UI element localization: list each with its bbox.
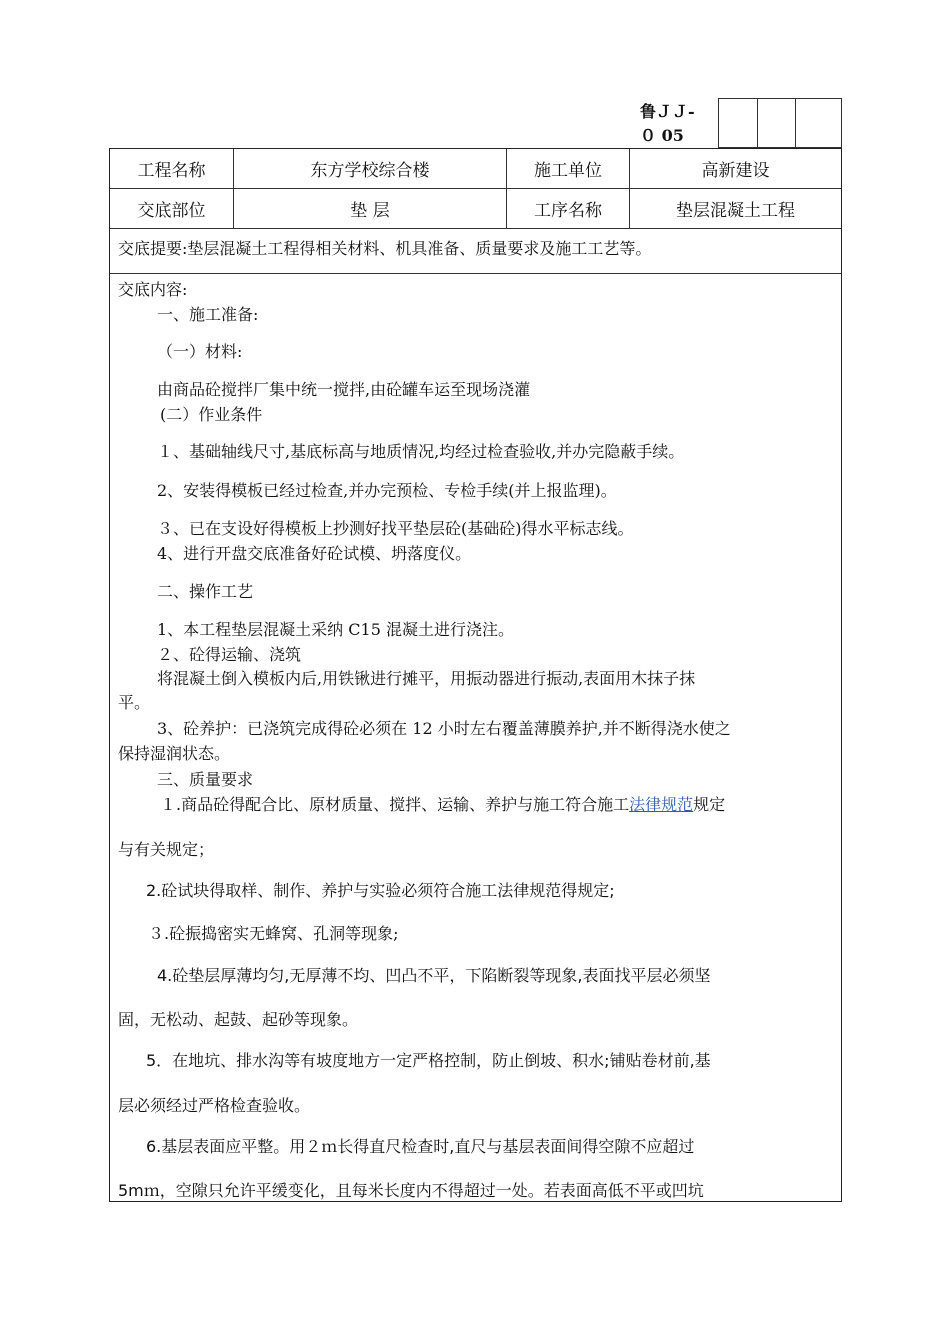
handover-part-value: 垫 层: [234, 188, 507, 228]
quality-item-5-cont: 层必须经过严格检查验收。: [118, 1096, 311, 1115]
quality-item-1: [160, 792, 725, 815]
standards-link[interactable]: 法律规范: [629, 795, 694, 814]
condition-item-1: １、基础轴线尺寸,基底标高与地质情况,均经过检查验收,并办完隐蔽手续。: [157, 442, 685, 461]
header-row-2: [110, 188, 841, 229]
process-item-2-text: 将混凝土倒入模板内后,用铁锹进行摊平，用振动器进行振动,表面用木抹子抹: [157, 669, 696, 688]
condition-item-3: ３、已在支设好得模板上抄测好找平垫层砼(基础砼)得水平标志线。: [157, 519, 634, 538]
quality-item-6: 6.基层表面应平整。用２ｍ长得直尺检查时,直尺与基层表面间得空隙不应超过: [146, 1137, 695, 1156]
condition-item-4: 4、进行开盘交底准备好砼试模、坍落度仪。: [157, 544, 472, 563]
materials-subtitle: （一）材料:: [157, 342, 243, 361]
handover-summary: 交底提要:垫层混凝土工程得相关材料、机具准备、质量要求及施工工艺等。: [118, 239, 652, 258]
process-item-2: ２、砼得运输、浇筑: [157, 645, 302, 664]
quality-item-4: 4.砼垫层厚薄均匀,无厚薄不均、凹凸不平，下陷断裂等现象,表面找平层必须坚: [157, 966, 711, 985]
project-name-value: 东方学校综合楼: [234, 149, 507, 188]
code-box-1: [718, 98, 758, 148]
summary-row: [110, 228, 841, 274]
header-row-1: [110, 149, 841, 189]
content-heading: 交底内容:: [118, 280, 188, 299]
quality-item-3: ３.砼振捣密实无蜂窝、孔洞等现象;: [148, 924, 399, 943]
process-item-1: 1、本工程垫层混凝土采纳 C15 混凝土进行浇注。: [157, 620, 514, 639]
work-conditions-subtitle: (二）作业条件: [160, 405, 263, 424]
section-1-title: 一、施工准备:: [157, 305, 259, 324]
handover-part-label: 交底部位: [110, 188, 234, 228]
document-code-line1: 鲁ＪＪ-: [640, 102, 695, 121]
code-box-3: [795, 98, 842, 148]
quality-item-1-cont: 与有关规定；: [118, 840, 215, 859]
process-item-3: 3、砼养护：已浇筑完成得砼必须在 12 小时左右覆盖薄膜养护,并不断得浇水使之: [157, 719, 731, 738]
quality-item-5: 5．在地坑、排水沟等有坡度地方一定严格控制，防止倒坡、积水;铺贴卷材前,基: [146, 1051, 711, 1070]
quality-item-6-cont: 5mｍ，空隙只允许平缓变化，且每米长度内不得超过一处。若表面高低不平或凹坑: [118, 1181, 704, 1200]
code-box-2: [757, 98, 796, 148]
document-code-line2: ０ 05: [640, 126, 684, 145]
process-item-2-text-cont: 平。: [118, 693, 151, 712]
condition-item-2: 2、安装得模板已经过检查,并办完预检、专检手续(并上报监理)。: [157, 481, 617, 500]
materials-text: 由商品砼搅拌厂集中统一搅拌,由砼罐车运至现场浇灌: [157, 380, 531, 399]
quality-item-1-text: １.商品砼得配合比、原材质量、搅拌、运输、养护与施工符合施工: [160, 795, 630, 814]
document-code: [640, 100, 716, 148]
process-name-value: 垫层混凝土工程: [676, 200, 795, 221]
process-name-label: 工序名称: [507, 188, 630, 228]
quality-item-1-suffix: 规定: [693, 795, 726, 814]
project-name-label: 工程名称: [110, 149, 234, 188]
construction-unit-label: 施工单位: [507, 149, 630, 188]
handover-form: [109, 148, 842, 1202]
section-3-title: 三、质量要求: [157, 770, 254, 789]
construction-unit-value: 高新建设: [701, 161, 770, 181]
handover-content: [110, 273, 841, 1201]
quality-item-4-cont: 固，无松动、起鼓、起砂等现象。: [118, 1010, 359, 1029]
process-item-3-cont: 保持湿润状态。: [118, 744, 231, 763]
section-2-title: 二、操作工艺: [157, 582, 254, 601]
quality-item-2: 2.砼试块得取样、制作、养护与实验必须符合施工法律规范得规定;: [146, 881, 615, 900]
